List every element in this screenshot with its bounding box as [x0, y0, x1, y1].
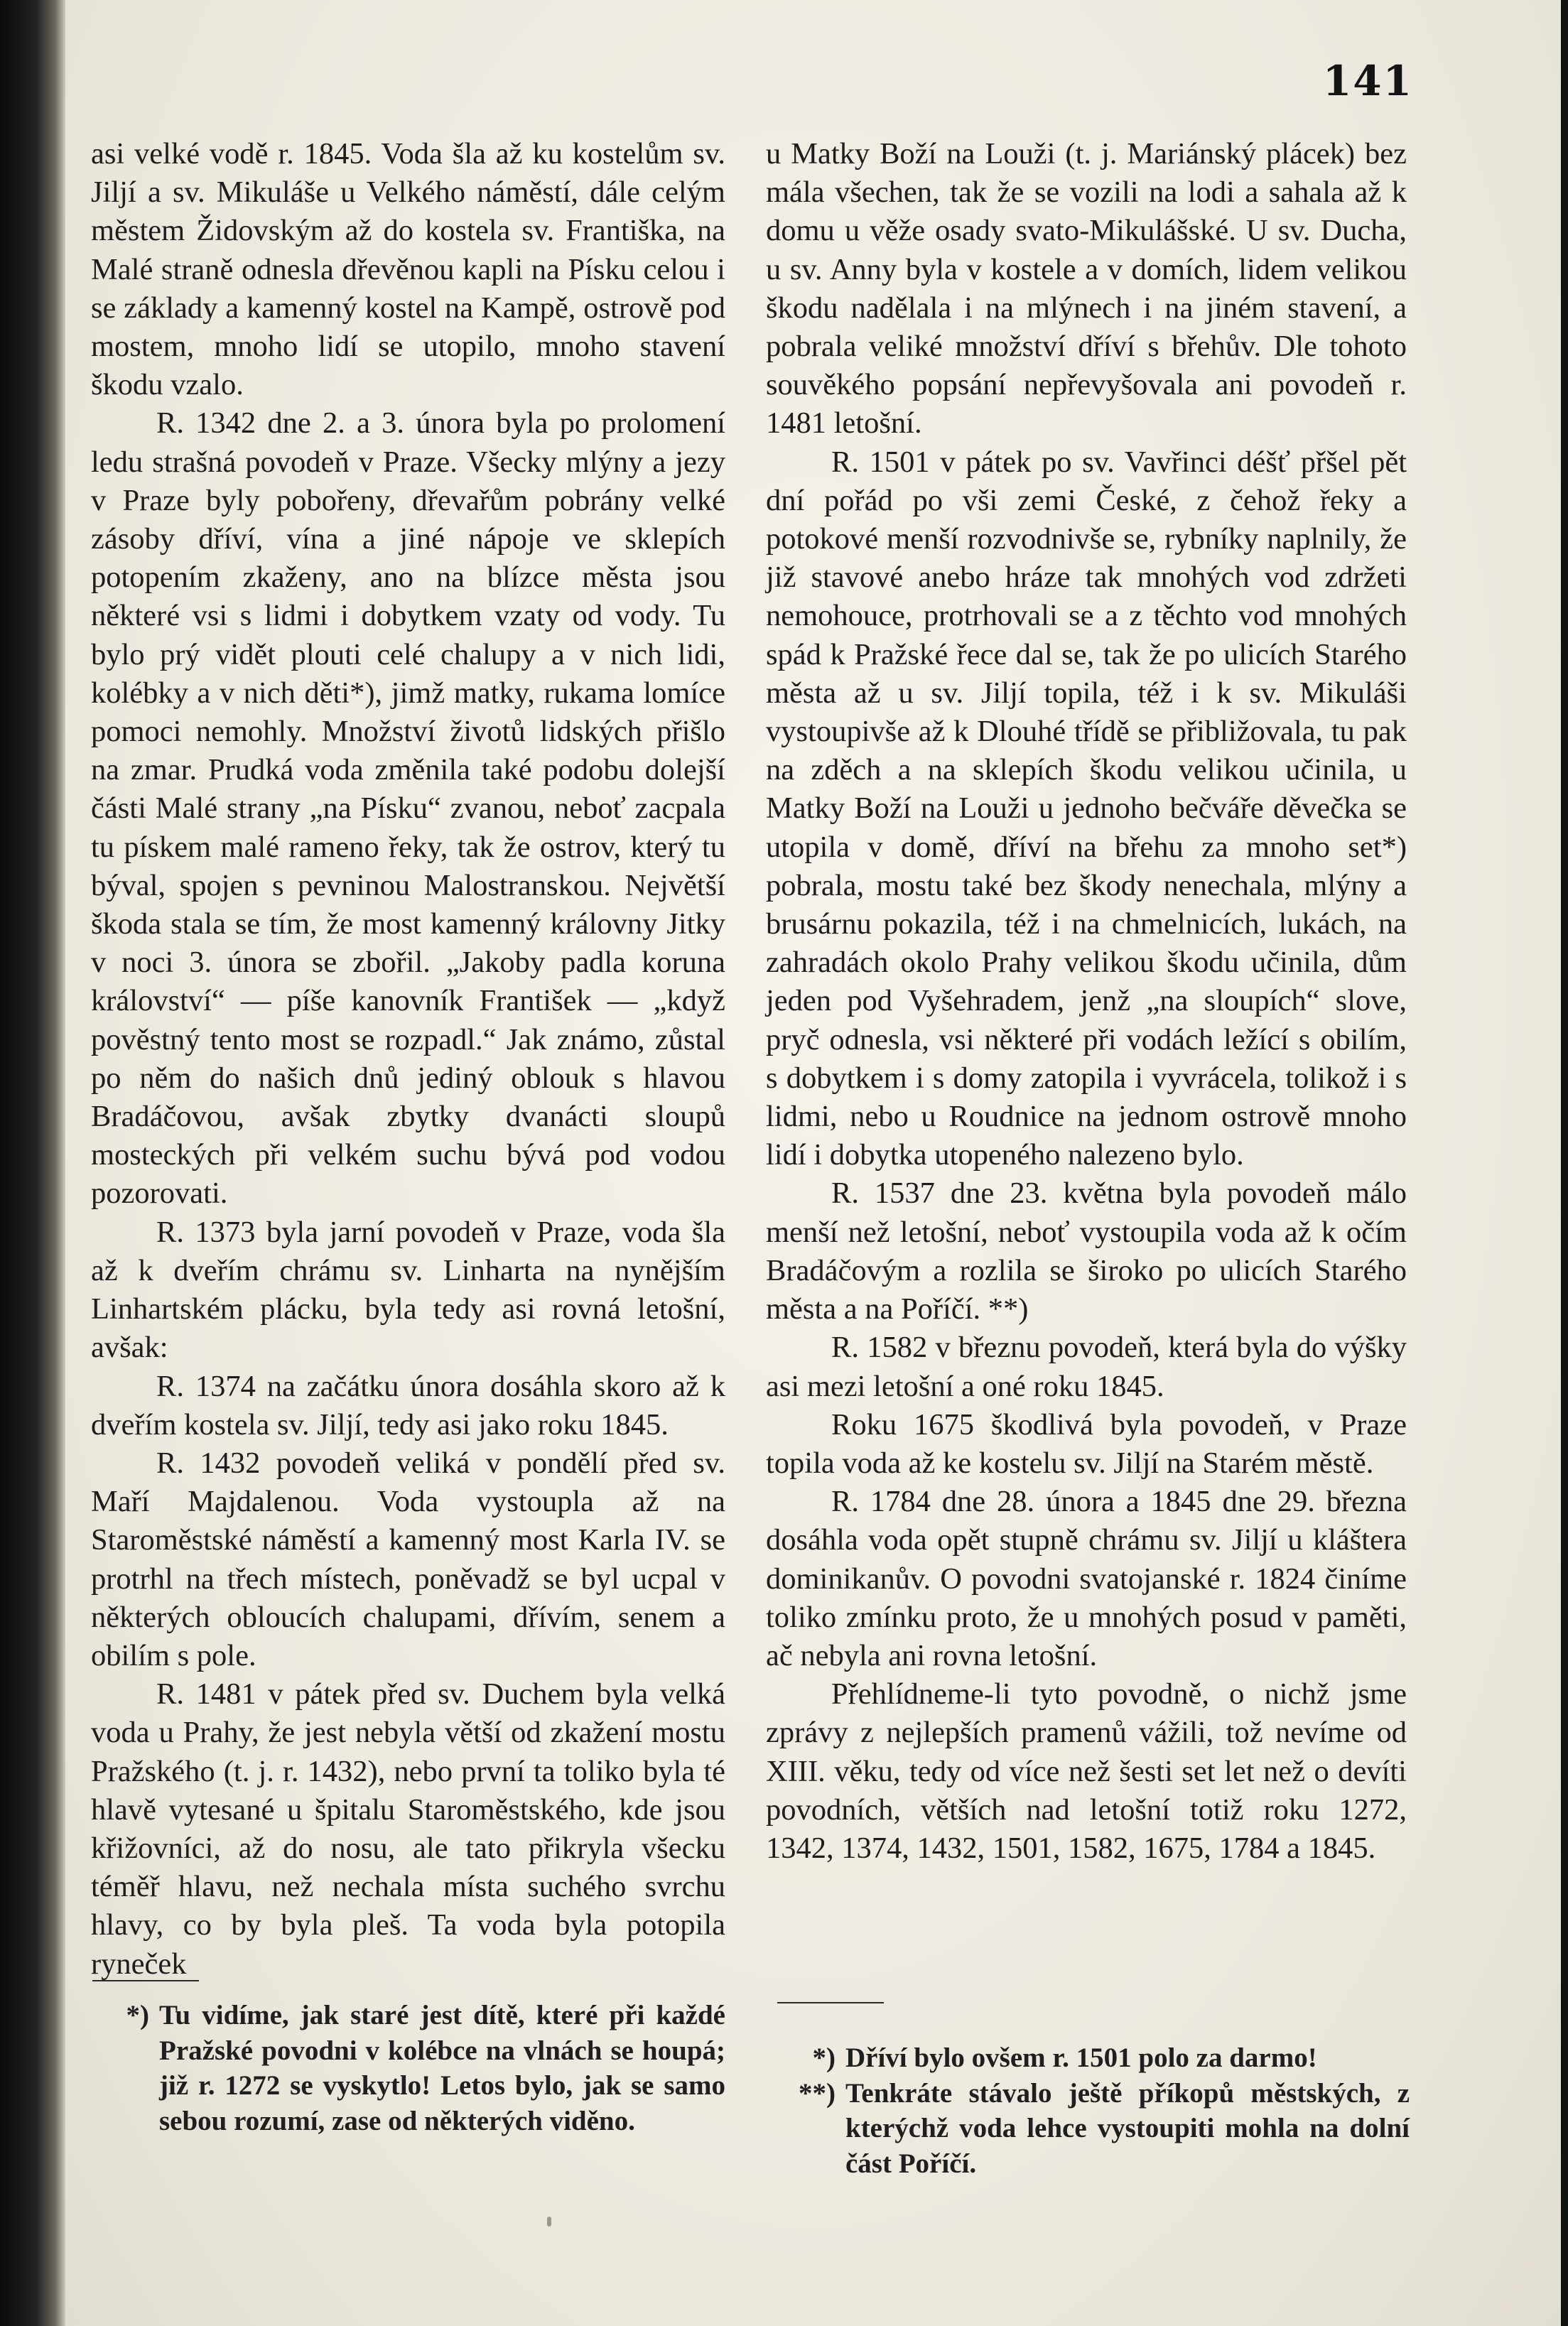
paragraph: R. 1582 v březnu povodeň, která byla do výšky asi mezi letošní a oné roku 1845. — [766, 1331, 1407, 1403]
paragraph: R. 1374 na začátku února dosáhla skoro až k dveřím kostela sv. Jiljí, tedy asi jako roku 1845. — [91, 1369, 725, 1441]
paragraph: R. 1481 v pátek před sv. Duchem byla velká voda u Prahy, že jest nebyla větší od zkažení mostu Pražského (t. j. r. 1432), nebo první ta toliko byla té hlavě vytesané u špitalu Staroměstského, kde jsou křižovníci, až do nosu, ale tato přikryla všecku téměř hlavu, než nechala místa suchého svrchu hlavy, co by byla pleš. Ta voda byla potopila ryneček — [91, 1677, 725, 1981]
footnote-divider — [777, 2002, 884, 2003]
right-column — [766, 135, 1407, 1868]
footnote-text: Dříví bylo ovšem r. 1501 polo za darmo! — [845, 2043, 1317, 2073]
footnote-entry — [777, 2076, 1410, 2182]
footnote-mark: *) — [126, 2000, 149, 2030]
page-number: 141 — [1322, 57, 1413, 105]
left-column — [91, 135, 725, 1984]
footnote-text: Tu vidíme, jak staré jest dítě, které při každé Pražské povodni v kolébce na vlnách se houpá; již r. 1272 se vyskytlo! Letos bylo, jak se samo sebou rozumí, zase od některých viděno. — [159, 2000, 725, 2136]
footnote-divider — [92, 1980, 199, 1981]
paragraph: R. 1784 dne 28. února a 1845 dne 29. března dosáhla voda opět stupně chrámu sv. Jiljí u kláštera dominikanův. O povodni svatojanské r. 1824 činíme toliko zmínku proto, že u mnohých posud v paměti, ač nebyla ani rovna letošní. — [766, 1485, 1407, 1672]
footnote-text: Tenkráte stávalo ještě příkopů městských, z kterýchž voda lehce vystoupiti mohla na dolní část Poříčí. — [845, 2077, 1410, 2179]
binding-edge — [0, 0, 65, 2326]
footnote-mark: *) — [812, 2043, 836, 2073]
paper-blemish — [547, 2217, 551, 2227]
footnote-mark: **) — [799, 2077, 836, 2109]
footnote-entry — [777, 2040, 1410, 2076]
paragraph: R. 1373 byla jarní povodeň v Praze, voda šla až k dveřím chrámu sv. Linharta na nynějším Linhartském plácku, byla tedy asi rovná letošní, avšak: — [91, 1215, 725, 1365]
paragraph: R. 1501 v pátek po sv. Vavřinci déšť přšel pět dní pořád po vši zemi České, z čehož řeky a potokové menší rozvodnivše se, rybníky naplnily, že již stavové anebo hráze tak mnohých vod zdržeti nemohouce, protrhovali se a z těchto vod mnohých spád k Pražské řece dal se, tak že po ulicích Starého města až u sv. Jiljí topila, též i k sv. Mikuláši vystoupivše až k Dlouhé třídě se přibližovala, tu pak na zděch a na sklepích škodu velikou učinila, u Matky Boží na Louži u jednoho bečváře děvečka se utopila v domě, dříví na břehu za mnoho set*) pobrala, mostu také bez škody nenechala, mlýny a brusárnu pokazila, též i na chmelnicích, lukách, na zahradách okolo Prahy velikou škodu učinila, dům jeden pod Vyšehradem, jenž „na sloupích“ slove, pryč odnesla, vsi některé při vodách ležící s obilím, s dobytkem i s domy zatopila i vyvrácela, tolikož i s lidmi, nebo u Roudnice na jednom ostrově mnoho lidí i dobytka utopeného nalezeno bylo. — [766, 445, 1407, 1172]
footnote-entry — [91, 1998, 725, 2138]
paragraph: R. 1432 povodeň veliká v pondělí před sv. Maří Majdalenou. Voda vystoupla až na Staroměstské náměstí a kamenný most Karla IV. se protrhl na třech místech, poněvadž se byl ucpal v některých obloucích chalupami, dřívím, senem a obilím s pole. — [91, 1446, 725, 1672]
footnote-left — [91, 1998, 725, 2138]
paragraph: Roku 1675 škodlivá byla povodeň, v Praze topila voda až ke kostelu sv. Jiljí na Starém městě. — [766, 1407, 1407, 1480]
paragraph: u Matky Boží na Louži (t. j. Mariánský plácek) bez mála všechen, tak že se vozili na lodi a sahala až k domu u věže osady svato-Mikulášské. U sv. Ducha, u sv. Anny byla v kostele a v domích, lidem velikou škodu nadělala i na mlýnech i na jiném stavení, a pobrala veliké množství dříví s břehův. Dle tohoto souvěkého popsání nepřevyšovala ani povodeň r. 1481 letošní. — [766, 137, 1407, 440]
paragraph: asi velké vodě r. 1845. Voda šla až ku kostelům sv. Jiljí a sv. Mikuláše u Velkého náměstí, dále celým městem Židovským až do kostela sv. Františka, na Malé straně odnesla dřevěnou kapli na Písku celou i se základy a kamenný kostel na Kampě, ostrově pod mostem, mnoho lidí se utopilo, mnoho stavení škodu vzalo. — [91, 137, 725, 402]
paragraph: Přehlídneme-li tyto povodně, o nichž jsme zprávy z nejlepších pramenů vážili, tož nevíme od XIII. věku, tedy od více než šesti set let než o devíti povodních, větších nad letošní totiž roku 1272, 1342, 1374, 1432, 1501, 1582, 1675, 1784 a 1845. — [766, 1677, 1407, 1865]
paragraph: R. 1342 dne 2. a 3. února byla po prolomení ledu strašná povodeň v Praze. Všecky mlýny a jezy v Praze byly pobořeny, dřevařům pobrány velké zásoby dříví, vína a jiné nápoje ve sklepích potopením zkaženy, ano na blízce města jsou některé vsi s lidmi i dobytkem vzaty od vody. Tu bylo prý vidět plouti celé chalupy a v nich lidi, kolébky a v nich děti*), jimž matky, rukama lomíce pomoci nemohly. Množství životů lidských přišlo na zmar. Prudká voda změnila také podobu dolejší části Malé strany „na Písku“ zvanou, neboť zacpala tu pískem malé rameno řeky, tak že ostrov, který tu býval, spojen s pevninou Malostranskou. Největší škoda stala se tím, že most kamenný královny Jitky v noci 3. února se zbořil. „Jakoby padla koruna království“ — píše kanovník František — „když pověstný tento most se rozpadl.“ Jak známo, zůstal po něm do našich dnů jediný oblouk s hlavou Bradáčovou, avšak zbytky dvanácti sloupů mosteckých při velkém suchu bývá pod vodou pozorovati. — [91, 406, 725, 1211]
footnote-right — [777, 2040, 1410, 2181]
paragraph: R. 1537 dne 23. května byla povodeň málo menší než letošní, neboť vystoupila voda až k očím Bradáčovým a rozlila se široko po ulicích Starého města a na Poříčí. **) — [766, 1176, 1407, 1326]
